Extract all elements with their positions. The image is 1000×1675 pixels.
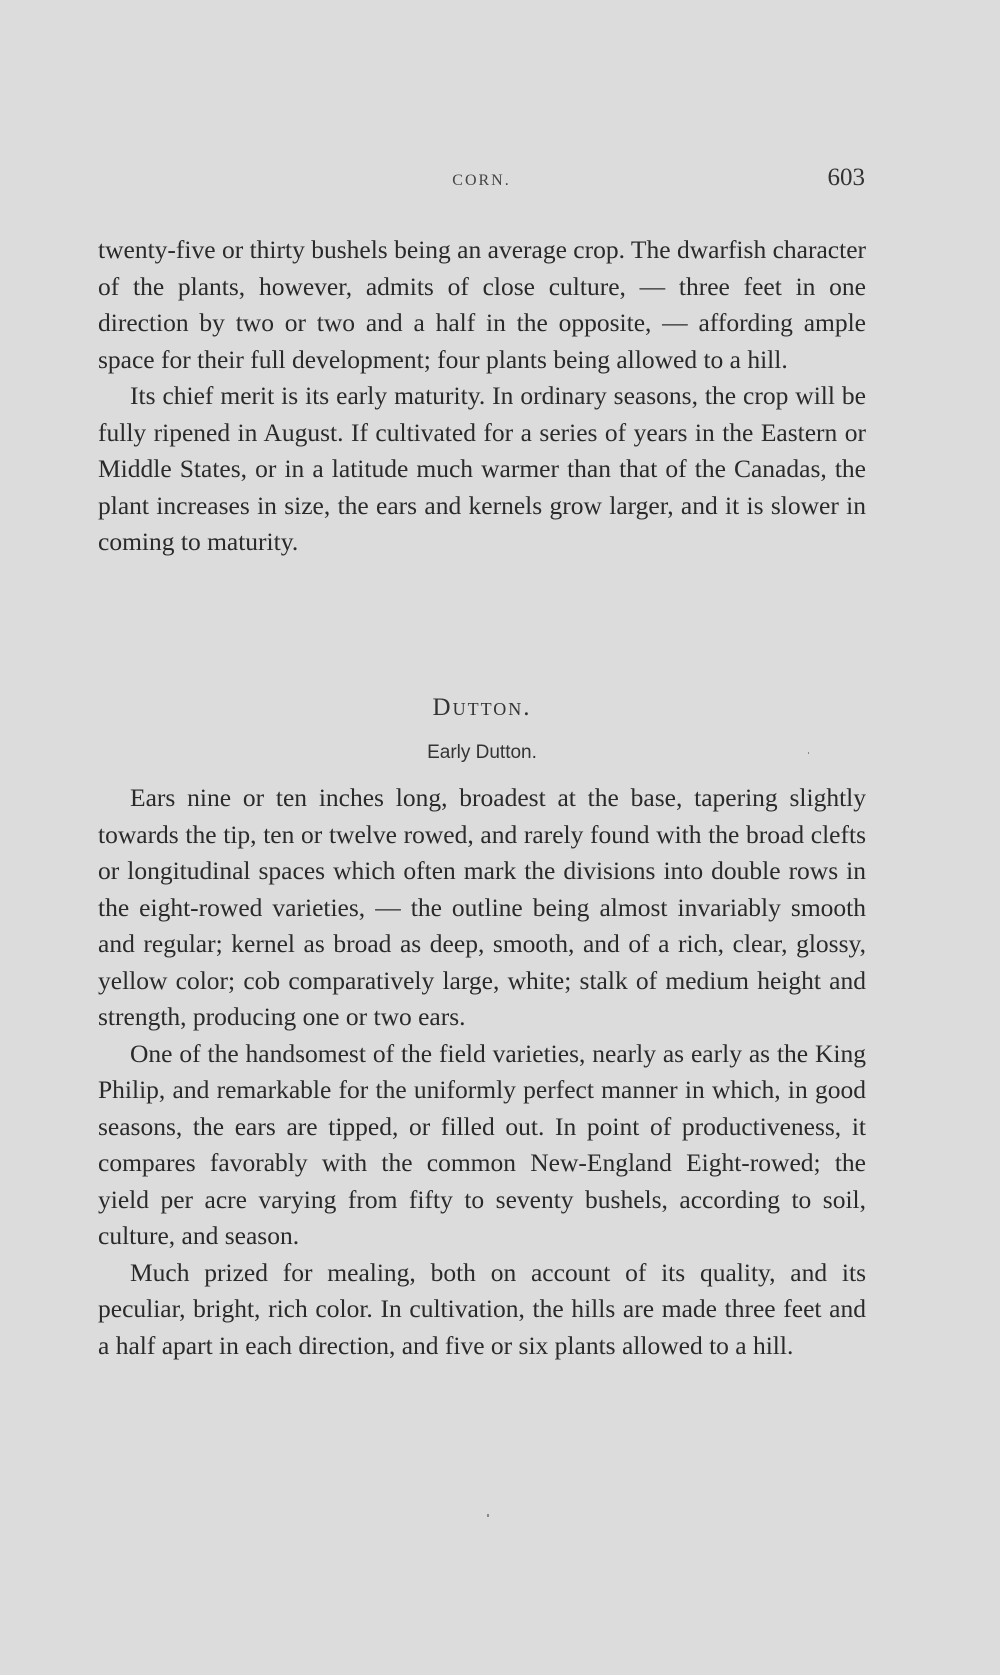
running-head [98,164,865,204]
continued-text [98,232,866,561]
section-subheading: Early Dutton. [427,742,537,763]
running-title: CORN. [452,172,511,189]
paragraph: One of the handsomest of the field varieties, nearly as early as the King Philip, and remarkable for the uniformly perfect manner in which, in good seasons, the ears are tipped, or filled out. In point of productiveness, it compares favorably with the common New-England Eight-rowed; the yield per acre varying from fifty to seventy bushels, according to soil, culture, and season. [98,1038,866,1250]
paragraph: Its chief merit is its early maturity. In ordinary seasons, the crop will be fully ripened in August. If cultivated for a series of years in the Eastern or Middle States, or in a latitude much warmer than that of the Canadas, the plant increases in size, the ears and kernels grow larger, and it is slower in coming to maturity. [98,381,866,556]
paragraph: twenty-five or thirty bushels being an average crop. The dwarfish character of the plants, however, admits of close culture, — three feet in one direction by two or two and a half in the opposite, — affording ample space for their full development; four plants being allowed to a hill. [98,235,866,374]
section-heading: Dutton. [432,694,532,721]
paragraph: Ears nine or ten inches long, broadest at the base, tapering slightly towards the tip, ten or twelve rowed, and rarely found with the broad clefts or longitudinal spaces which often mark the divisions into double rows in the eight-rowed varieties, — the outline being almost invariably smooth and regular; kernel as broad as deep, smooth, and of a rich, clear, glossy, yellow color; cob comparatively large, white; stalk of medium height and strength, producing one or two ears. [98,783,866,1031]
page-number: 603 [827,164,865,191]
section-text [98,780,866,1364]
paper-speck [487,1514,489,1517]
paragraph: Much prized for mealing, both on account of its quality, and its peculiar, bright, rich color. In cultivation, the hills are made three feet and a half apart in each direction, and five or six plants allowed to a hill. [98,1257,866,1360]
paper-speck [808,752,809,754]
